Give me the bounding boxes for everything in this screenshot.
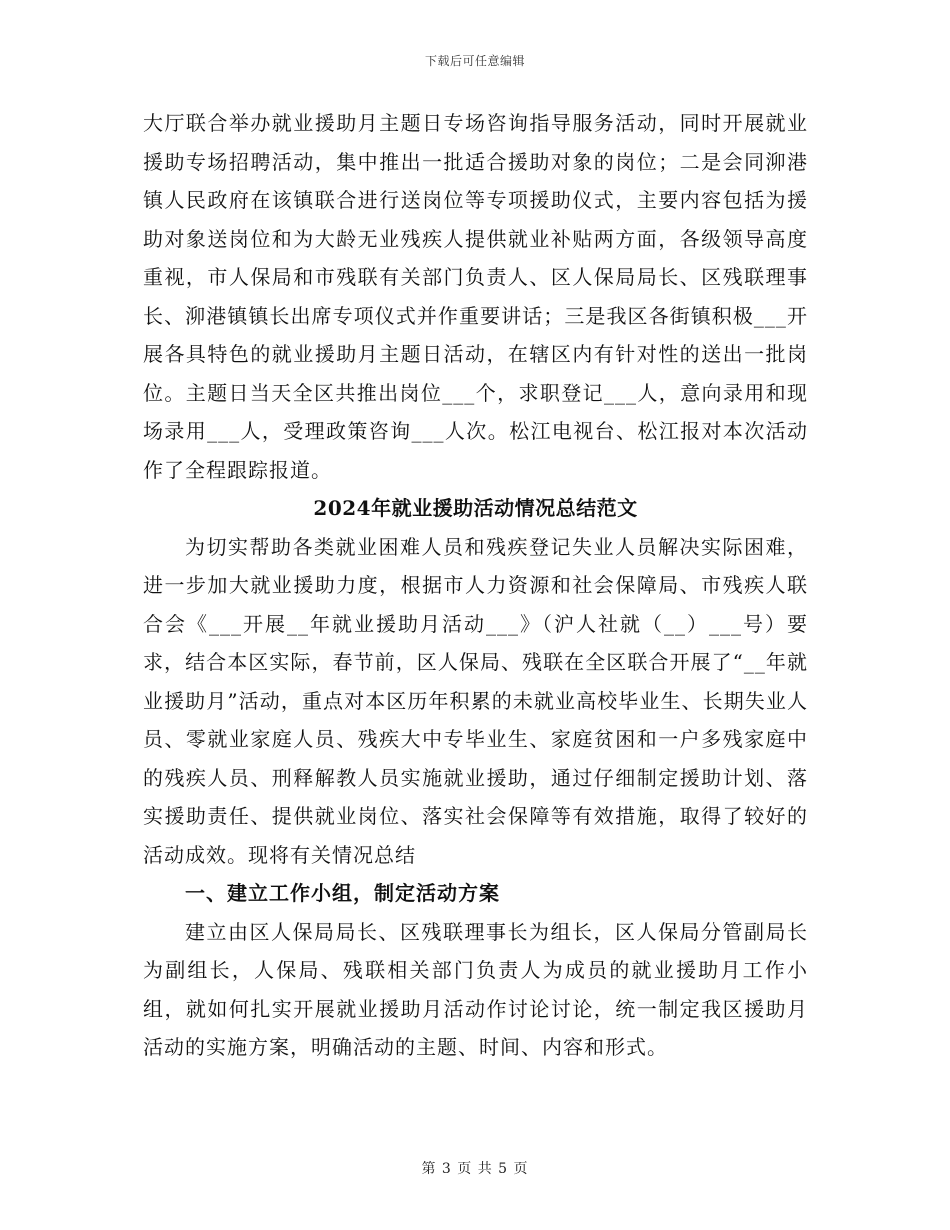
paragraph-section-1: 建立由区人保局局长、区残联理事长为组长，区人保局分管副局长为副组长，人保局、残联相关部门负责人为成员的就业援助月工作小组，就如何扎实开展就业援助月活动作讨论讨论，统一制定我区援助月活动的实施方案，明确活动的主题、时间、内容和形式。	[143, 919, 808, 1059]
section-heading-1: 一、建立工作小组，制定活动方案	[185, 881, 500, 905]
page-number-label: 第 3 页 共 5 页	[421, 1161, 529, 1177]
document-body	[143, 104, 808, 1067]
paragraph-continuation: 大厅联合举办就业援助月主题日专场咨询指导服务活动，同时开展就业援助专场招聘活动，集中推出一批适合援助对象的岗位；二是会同泖港镇人民政府在该镇联合进行送岗位等专项援助仪式，主要内容包括为援助对象送岗位和为大龄无业残疾人提供就业补贴两方面，各级领导高度重视，市人保局和市残联有关部门负责人、区人保局局长、区残联理事长、泖港镇镇长出席专项仪式并作重要讲话；三是我区各街镇积极___开展各具特色的就业援助月主题日活动，在辖区内有针对性的送出一批岗位。主题日当天全区共推出岗位___个，求职登记___人，意向录用和现场录用___人，受理政策咨询___人次。松江电视台、松江报对本次活动作了全程跟踪报道。	[143, 111, 808, 482]
document-title: 2024年就业援助活动情况总结范文	[313, 496, 638, 520]
page-header	[0, 52, 950, 69]
paragraph-intro: 为切实帮助各类就业困难人员和残疾登记失业人员解决实际困难，进一步加大就业援助力度，根据市人力资源和社会保障局、市残疾人联合会《___开展__年就业援助月活动___》（沪人社就（__）___号）要求，结合本区实际，春节前，区人保局、残联在全区联合开展了“__年就业援助月”活动，重点对本区历年积累的未就业高校毕业生、长期失业人员、零就业家庭人员、残疾大中专毕业生、家庭贫困和一户多残家庭中的残疾人员、刑释解教人员实施就业援助，通过仔细制定援助计划、落实援助责任、提供就业岗位、落实社会保障等有效措施，取得了较好的活动成效。现将有关情况总结	[143, 534, 808, 867]
page-footer	[0, 1158, 950, 1178]
header-text: 下载后可任意编辑	[424, 54, 525, 68]
